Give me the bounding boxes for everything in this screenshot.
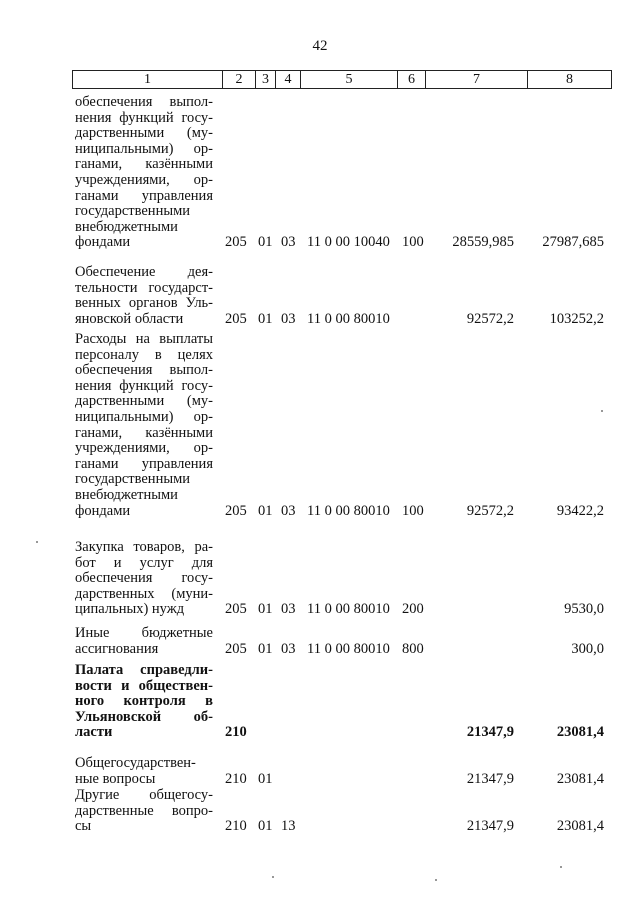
- cell-c3: 01: [258, 640, 273, 657]
- cell-c8: 9530,0: [564, 601, 604, 618]
- cell-c7: 21347,9: [466, 770, 514, 787]
- description-line: внебюджетными: [75, 218, 178, 235]
- cell-c7: 21347,9: [466, 818, 514, 835]
- cell-c2: 205: [225, 234, 247, 251]
- cell-c8: 23081,4: [556, 818, 604, 835]
- cell-c6: 200: [402, 601, 424, 618]
- description-line: ганами, казёнными: [75, 424, 213, 441]
- column-header-6: 6: [398, 71, 426, 88]
- description-line: нения функций госу-: [75, 377, 213, 394]
- description-line: ласти: [75, 724, 113, 741]
- page-number: 42: [312, 38, 328, 54]
- cell-c4: 03: [281, 234, 296, 251]
- description-line: сы: [75, 818, 92, 835]
- cell-c4: 13: [281, 818, 296, 835]
- scan-speck: [601, 410, 603, 412]
- column-header-row: [72, 70, 612, 89]
- description-line: ганами, казёнными: [75, 156, 213, 173]
- description-line: Палата справедли-: [75, 662, 213, 678]
- description-line: фондами: [75, 502, 131, 519]
- column-header-1: 1: [73, 71, 223, 88]
- row-description: [75, 788, 213, 835]
- cell-c5: 11 0 00 80010: [307, 601, 390, 618]
- cell-c4: 03: [281, 640, 296, 657]
- description-line: ассигнования: [75, 640, 159, 657]
- description-line: Другие общегосу-: [75, 787, 213, 803]
- cell-c7: 92572,2: [466, 310, 514, 327]
- column-header-7: 7: [426, 71, 528, 88]
- row-description: [75, 265, 213, 327]
- cell-c2: 205: [225, 310, 247, 327]
- cell-c7: 28559,985: [452, 234, 514, 251]
- row-description: [75, 95, 213, 251]
- description-line: ниципальными) ор-: [75, 140, 213, 157]
- description-line: персоналу в целях: [75, 346, 213, 363]
- description-line: нения функций госу-: [75, 109, 213, 126]
- cell-c5: 11 0 00 80010: [307, 502, 390, 519]
- row-description: [75, 663, 213, 741]
- description-line: бот и услуг для: [75, 554, 213, 571]
- description-line: дарственными (му-: [75, 393, 213, 410]
- description-line: государственными: [75, 203, 191, 220]
- description-line: ганами управления: [75, 455, 213, 472]
- description-line: учреждениями, ор-: [75, 171, 213, 188]
- row-description: [75, 756, 213, 787]
- description-line: дарственными (му-: [75, 125, 213, 142]
- description-line: ципальных) нужд: [75, 601, 185, 618]
- cell-c2: 205: [225, 601, 247, 618]
- column-header-5: 5: [301, 71, 398, 88]
- description-line: обеспечения госу-: [75, 570, 213, 587]
- description-line: ного контроля в: [75, 693, 213, 710]
- description-line: учреждениями, ор-: [75, 440, 213, 457]
- cell-c4: 03: [281, 601, 296, 618]
- cell-c2: 205: [225, 640, 247, 657]
- column-header-2: 2: [223, 71, 256, 88]
- description-line: обеспечения выпол-: [75, 362, 213, 379]
- description-line: ганами управления: [75, 187, 213, 204]
- row-description: [75, 626, 213, 657]
- cell-c7: 21347,9: [466, 724, 514, 741]
- row-description: [75, 540, 213, 618]
- description-line: Закупка товаров, ра-: [75, 539, 213, 555]
- description-line: обеспечения выпол-: [75, 94, 213, 110]
- description-line: фондами: [75, 234, 131, 251]
- cell-c4: 03: [281, 310, 296, 327]
- description-line: дарственных (муни-: [75, 585, 213, 602]
- description-line: дарственные вопро-: [75, 802, 213, 819]
- cell-c7: 92572,2: [466, 502, 514, 519]
- column-header-8: 8: [566, 72, 573, 87]
- scan-speck: [36, 541, 38, 543]
- description-line: ниципальными) ор-: [75, 408, 213, 425]
- cell-c2: 205: [225, 502, 247, 519]
- cell-c3: 01: [258, 310, 273, 327]
- cell-c3: 01: [258, 770, 273, 787]
- scan-speck: [272, 876, 274, 878]
- scan-speck: [560, 866, 562, 868]
- cell-c5: 11 0 00 10040: [307, 234, 390, 251]
- cell-c8: 23081,4: [556, 770, 604, 787]
- cell-c2: 210: [225, 818, 247, 835]
- cell-c8: 27987,685: [542, 234, 604, 251]
- cell-c5: 11 0 00 80010: [307, 310, 390, 327]
- description-line: вости и обществен-: [75, 677, 213, 694]
- description-line: Общегосударствен-: [75, 755, 196, 771]
- cell-c3: 01: [258, 818, 273, 835]
- column-header-3: 3: [256, 71, 276, 88]
- row-description: [75, 332, 213, 519]
- cell-c6: 100: [402, 502, 424, 519]
- description-line: венных органов Уль-: [75, 295, 213, 312]
- cell-c6: 800: [402, 640, 424, 657]
- column-header-4: 4: [276, 71, 301, 88]
- cell-c4: 03: [281, 502, 296, 519]
- cell-c3: 01: [258, 502, 273, 519]
- description-line: ные вопросы: [75, 770, 156, 787]
- cell-c8: 23081,4: [556, 724, 604, 741]
- cell-c8: 300,0: [571, 640, 604, 657]
- scan-speck: [435, 879, 437, 881]
- cell-c8: 103252,2: [549, 310, 604, 327]
- description-line: Иные бюджетные: [75, 625, 213, 641]
- description-line: Расходы на выплаты: [75, 331, 213, 347]
- cell-c3: 01: [258, 234, 273, 251]
- cell-c2: 210: [225, 770, 247, 787]
- description-line: государственными: [75, 471, 191, 488]
- cell-c2: 210: [225, 724, 247, 741]
- cell-c3: 01: [258, 601, 273, 618]
- description-line: Обеспечение дея-: [75, 264, 213, 280]
- description-line: внебюджетными: [75, 486, 178, 503]
- description-line: яновской области: [75, 310, 184, 327]
- cell-c8: 93422,2: [556, 502, 604, 519]
- description-line: тельности государст-: [75, 279, 213, 296]
- cell-c6: 100: [402, 234, 424, 251]
- description-line: Ульяновской об-: [75, 708, 213, 725]
- cell-c5: 11 0 00 80010: [307, 640, 390, 657]
